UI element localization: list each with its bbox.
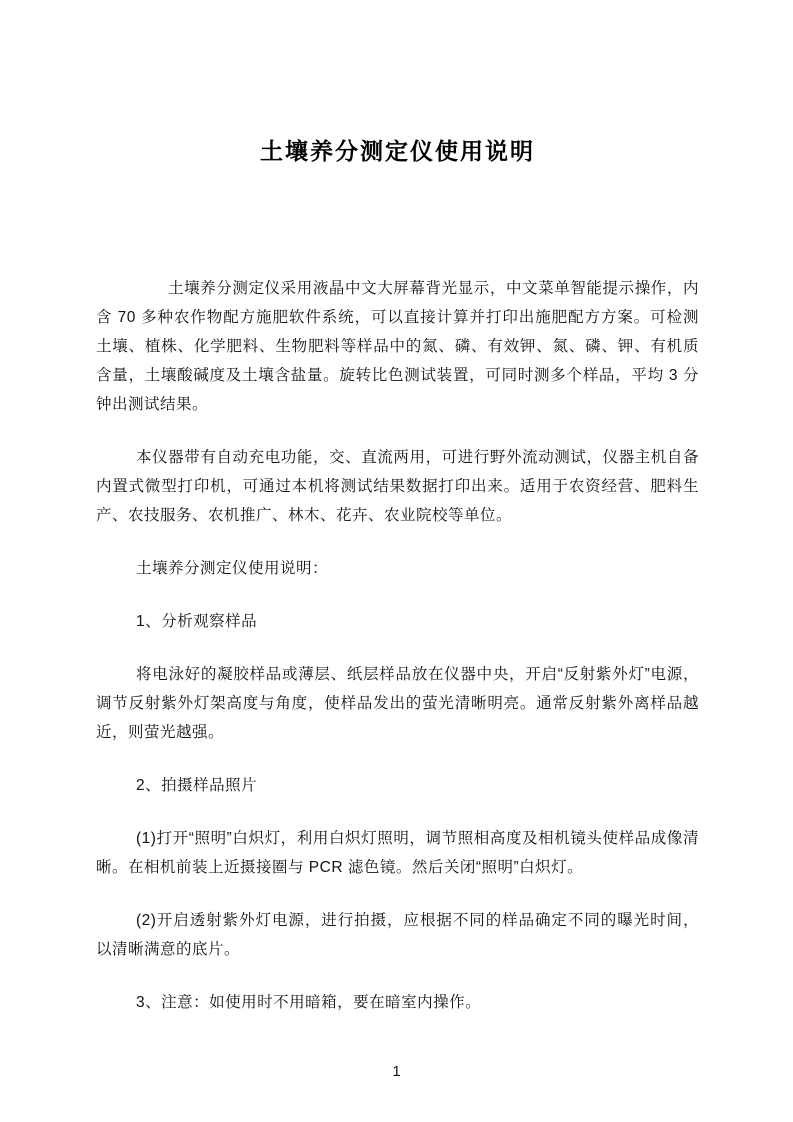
document-title: 土壤养分测定仪使用说明 [260,138,535,164]
paragraph-intro: 土壤养分测定仪采用液晶中文大屏幕背光显示，中文菜单智能提示操作，内含 70 多种农作物配方施肥软件系统，可以直接计算并打印出施肥配方方案。可检测土壤、植株、化学肥料、生物肥料等样品中的氮、磷、有效钾、氮、磷、钾、有机质含量，土壤酸碱度及土壤含盐量。旋转比色测试装置，可同时测多个样品，平均 3 分钟出测试结果。 [96,279,699,413]
paragraph-step1-heading: 1、分析观察样品 [136,612,258,630]
paragraph-step3-note: 3、注意：如使用时不用暗箱，要在暗室内操作。 [136,993,482,1011]
paragraph-device-features: 本仪器带有自动充电功能，交、直流两用，可进行野外流动测试，仪器主机自备内置式微型打印机，可通过本机将测试结果数据打印出来。适用于农资经营、肥料生产、农技服务、农机推广、林木、花卉、农业院校等单位。 [96,448,699,524]
paragraph-step2-sub2: (2)开启透射紫外灯电源，进行拍摄，应根据不同的样品确定不同的曝光时间，以清晰满意的底片。 [96,911,699,958]
paragraph-instructions-heading: 土壤养分测定仪使用说明： [136,559,329,577]
paragraph-step1-body: 将电泳好的凝胶样品或薄层、纸层样品放在仪器中央，开启“反射紫外灯”电源，调节反射紫外灯架高度与角度，使样品发出的萤光清晰明亮。通常反射紫外离样品越近，则萤光越强。 [96,665,699,741]
page-number: 1 [392,1063,401,1080]
paragraph-step2-heading: 2、拍摄样品照片 [136,776,258,794]
paragraph-step2-sub1: (1)打开“照明”白炽灯，利用白炽灯照明，调节照相高度及相机镜头使样品成像清晰。在相机前装上近摄接圈与 PCR 滤色镜。然后关闭“照明”白炽灯。 [96,829,699,876]
